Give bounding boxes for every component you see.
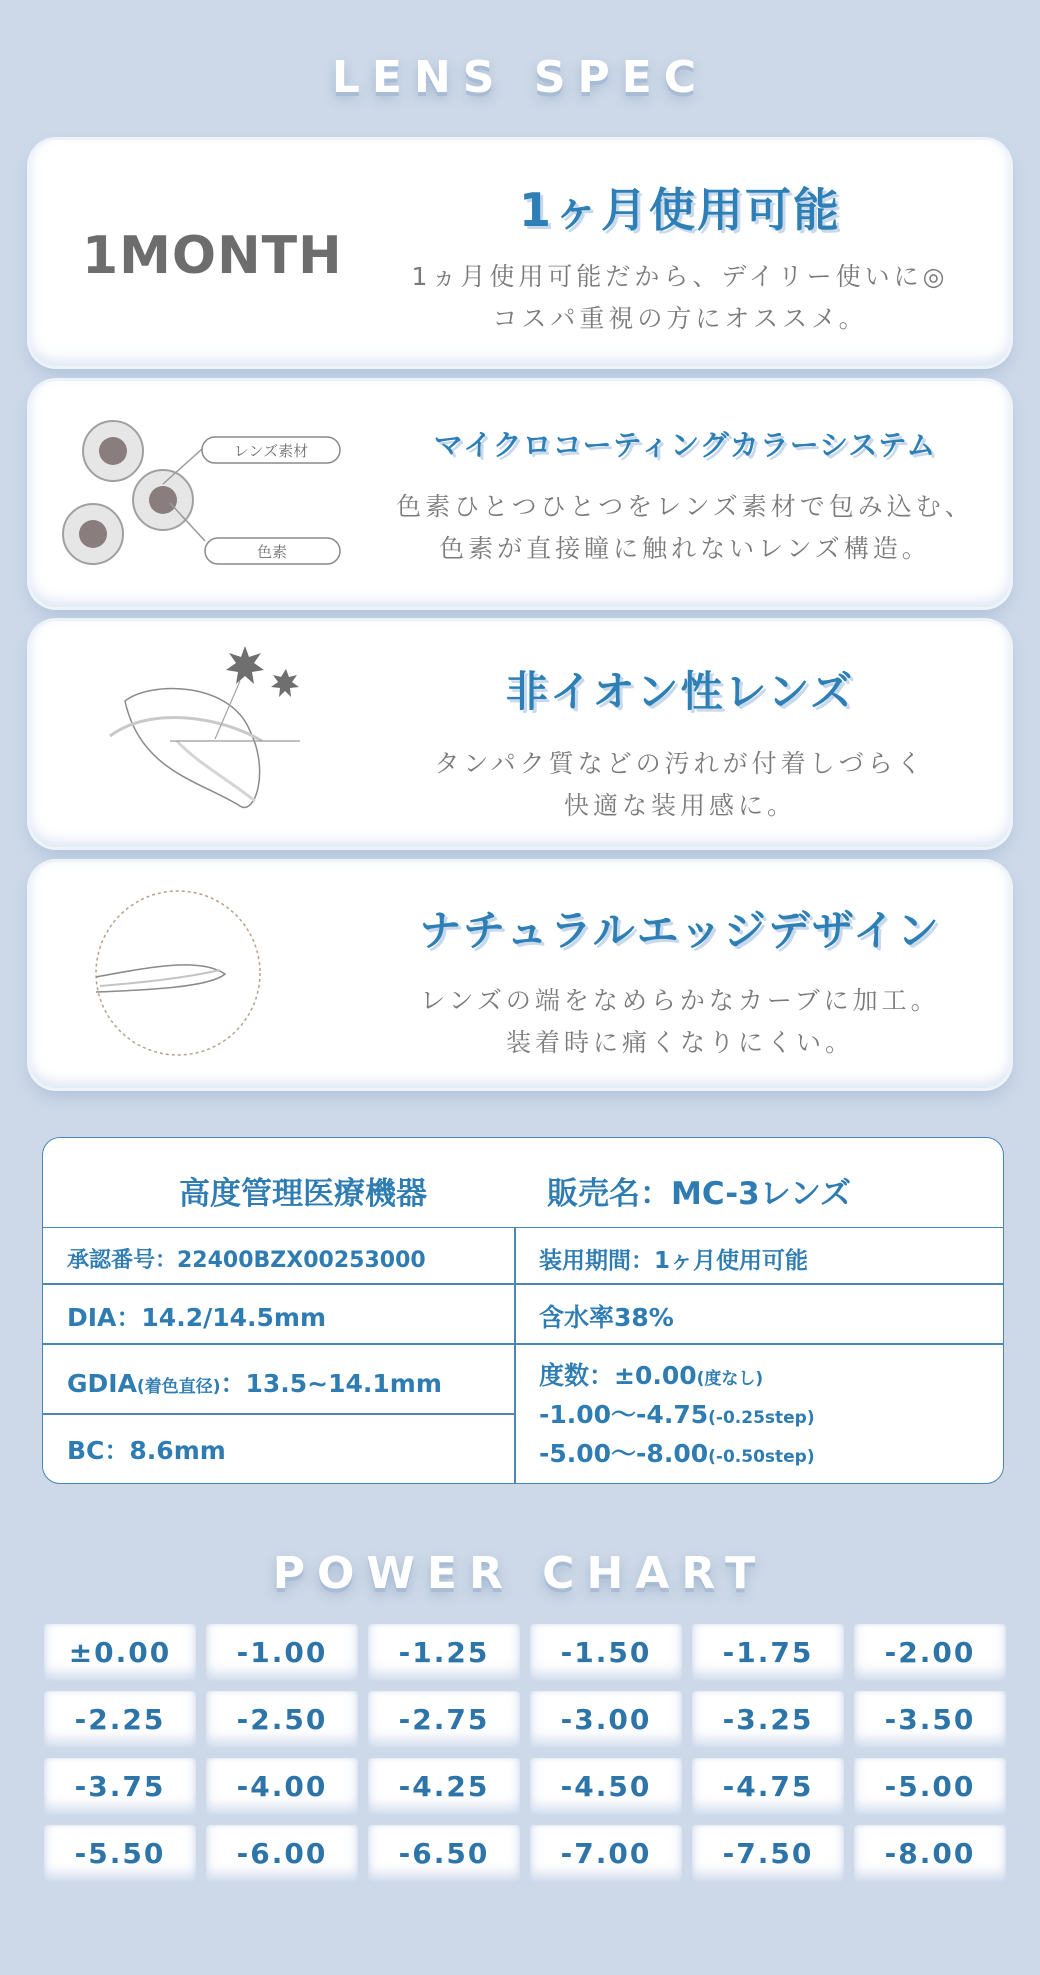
card-desc-line-1: レンズの端をなめらかなカーブに加工。 [420,986,940,1015]
approval-number: 承認番号：22400BZX00253000 [67,1248,426,1273]
lens-dirt-icon [30,621,360,847]
power-cell: ±0.00 [44,1624,196,1681]
power-note: (-0.25step) [708,1408,815,1428]
power-main: 度数：±0.00 [539,1361,697,1390]
divider [43,1343,1003,1345]
power-cell: -5.00 [854,1758,1006,1815]
product-name: 販売名：MC-3レンズ [547,1176,852,1212]
card-title: 1ヶ月使用可能 [518,183,841,237]
power-cell: -5.50 [44,1825,196,1882]
card-left [30,140,360,366]
power-line-1 [539,1358,815,1397]
gdia-value: ：13.5~14.1mm [220,1369,442,1398]
spec-table [42,1137,1004,1484]
pigment-diagram-icon [30,381,360,607]
wear-period: 装用期間：1ヶ月使用可能 [539,1248,809,1274]
callout-pigment: 色素 [256,543,288,561]
power-range [539,1358,815,1475]
card-right [360,621,1000,847]
power-cell: -4.25 [368,1758,520,1815]
card-desc-line-1: 1ヵ月使用可能だから、デイリー使いに◎ [411,262,949,291]
power-cell: -1.50 [530,1624,682,1681]
card-desc-line-2: コスパ重視の方にオススメ。 [492,304,868,333]
card-desc-line-2: 色素が直接瞳に触れないレンズ構造。 [439,534,931,563]
card-desc-line-2: 装着時に痛くなりにくい。 [505,1028,854,1057]
card-left [30,862,360,1088]
power-cell: -7.00 [530,1825,682,1882]
power-cell: -2.00 [854,1624,1006,1681]
gdia-note: (着色直径) [136,1377,221,1397]
card-right [360,862,1000,1088]
month-label: 1MONTH [82,226,343,286]
divider [43,1283,1003,1285]
power-cell: -4.00 [206,1758,358,1815]
divider [43,1413,514,1415]
power-cell: -3.75 [44,1758,196,1815]
power-cell: -3.00 [530,1691,682,1748]
card-title: 非イオン性レンズ [505,667,855,716]
power-main: -5.00〜-8.00 [539,1439,709,1468]
power-cell: -1.75 [692,1624,844,1681]
power-cell: -3.25 [692,1691,844,1748]
power-cell: -2.50 [206,1691,358,1748]
power-note: (-0.50step) [708,1447,815,1467]
power-line-2 [539,1397,815,1436]
power-cell: -8.00 [854,1825,1006,1882]
callout-material: レンズ素材 [233,442,309,460]
power-chart-heading: POWER CHART [272,1548,768,1599]
divider [514,1228,516,1484]
bc-spec: BC：8.6mm [67,1436,226,1465]
power-note: (度なし) [696,1369,764,1389]
card-right [360,140,1000,366]
gdia-spec [67,1364,442,1400]
feature-card-nonionic [30,621,1010,847]
power-cell: -3.50 [854,1691,1006,1748]
feature-card-1month [30,140,1010,366]
power-cell: -1.00 [206,1624,358,1681]
lens-edge-icon [30,862,360,1088]
gdia-prefix: GDIA [67,1369,137,1398]
power-cell: -1.25 [368,1624,520,1681]
power-cell: -7.50 [692,1825,844,1882]
feature-card-coating [30,381,1010,607]
card-desc-line-1: タンパク質などの汚れが付着しづらく [434,749,926,778]
power-cell: -4.75 [692,1758,844,1815]
card-left [30,621,360,847]
dia-spec: DIA：14.2/14.5mm [67,1303,326,1332]
device-class: 高度管理医療機器 [179,1176,427,1212]
feature-card-edge [30,862,1010,1088]
card-desc-line-1: 色素ひとつひとつをレンズ素材で包み込む、 [396,492,974,521]
power-cell: -6.00 [206,1825,358,1882]
spec-header [43,1138,1003,1228]
power-cell: -6.50 [368,1825,520,1882]
card-title: ナチュラルエッジデザイン [419,906,941,955]
card-right [370,381,1000,607]
card-title: マイクロコーティングカラーシステム [433,428,937,462]
power-cell: -2.75 [368,1691,520,1748]
power-main: -1.00〜-4.75 [539,1400,709,1429]
card-left [30,381,360,607]
power-line-3 [539,1436,815,1475]
card-desc-line-2: 快適な装用感に。 [563,791,796,820]
power-cell: -4.50 [530,1758,682,1815]
water-content: 含水率38% [539,1303,674,1332]
power-cell: -2.25 [44,1691,196,1748]
power-chart-grid [44,1624,1006,1882]
lens-spec-heading: LENS SPEC [331,52,709,103]
